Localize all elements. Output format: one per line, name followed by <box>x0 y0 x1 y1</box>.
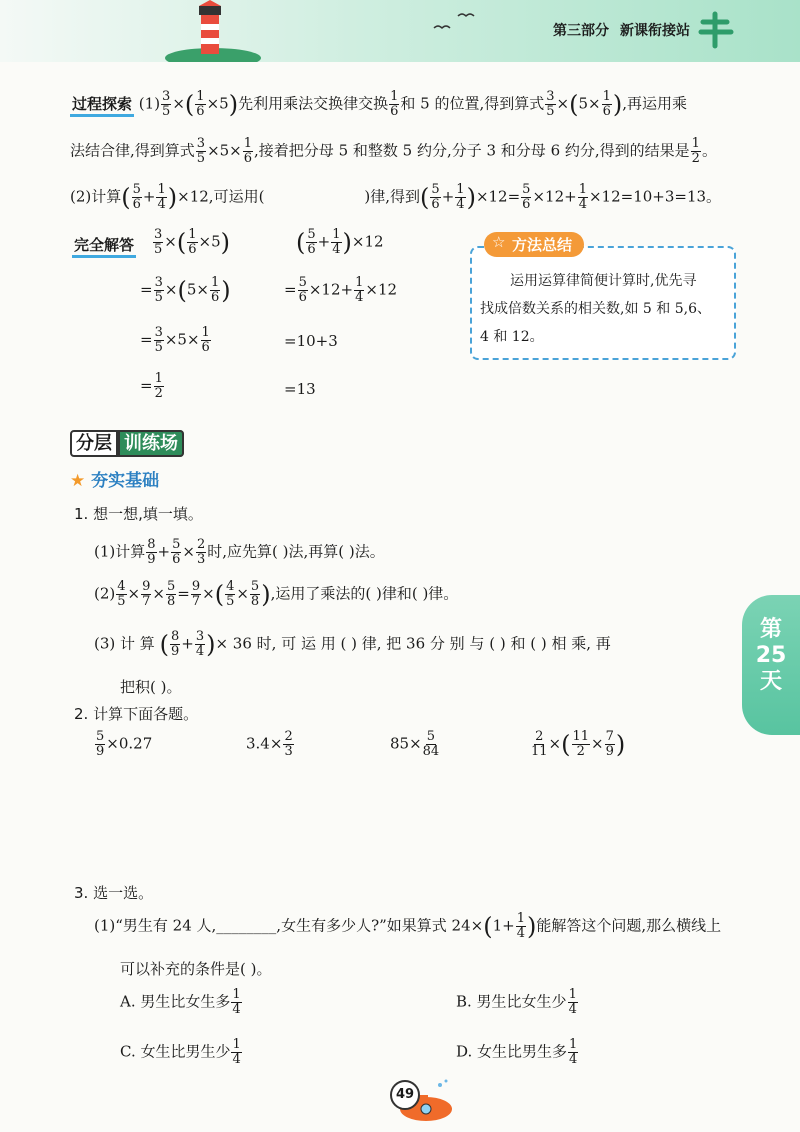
q1-s3-b: × 36 时, 可 运 用 ( ) 律, 把 36 分 别 与 ( ) 和 ( ) 相 乘, 再 <box>215 634 611 653</box>
q1-s2-b: ,运用了乘法的( )律和( )律。 <box>270 584 459 603</box>
solution-right-2: = $\frac{5}{6}$ ×12+ $\frac{1}{4}$ ×12 <box>284 275 398 305</box>
q3-opt-d: D. 女生比男生多 $\frac{1}{4}$ <box>456 1037 578 1067</box>
q1-s3: (3) 计 算 ( $\frac{8}{9}$ + $\frac{3}{4}$ )× 36 时, 可 运 用 ( ) 律, 把 36 分 别 与 ( ) 和 ( ) 相 乘, 再 <box>94 629 611 659</box>
side-tab-char-1: 第 <box>759 617 782 642</box>
q1-s1: (1)计算 $\frac{8}{9}$ + $\frac{5}{6}$ × $\frac{2}{3}$ 时,应先算( )法,再算( )法。 <box>94 537 385 567</box>
q3-s1-a: (1)“男生有 24 人,________,女生有多少人?”如果算式 24× <box>94 916 484 935</box>
q3-s1: (1)“男生有 24 人,________,女生有多少人?”如果算式 24×(1+ $\frac{1}{4}$ )能解答这个问题,那么横线上 <box>94 911 722 941</box>
explore-p1-d: ,再运用乘 <box>622 94 688 113</box>
solution-right-1: ( $\frac{5}{6}$ + $\frac{1}{4}$ )×12 <box>296 227 384 257</box>
solution-tag: 完全解答 <box>72 234 136 258</box>
header-station: 新课衔接站 <box>620 23 690 39</box>
q2-item-4: $\frac{2}{11}$ ×( $\frac{11}{2}$ × $\frac{7}{9}$ ) <box>531 729 626 759</box>
sol-left-op-4: = <box>140 376 153 395</box>
explore-p1-c: 和 5 的位置,得到算式 <box>400 94 545 113</box>
q3-title: 3. 选一选。 <box>74 884 154 902</box>
star-icon: ☆ <box>492 233 506 251</box>
page-number-badge <box>390 1080 420 1110</box>
q1-s3-c: 把积( )。 <box>120 678 182 696</box>
q1-s1-b: 时,应先算( )法,再算( )法。 <box>207 542 385 561</box>
q3-opt-c-text: C. 女生比男生少 <box>120 1042 231 1061</box>
q3-opt-a-text: A. 男生比女生多 <box>120 992 231 1011</box>
q2-item-1: $\frac{5}{9}$ ×0.27 <box>96 729 153 759</box>
solution-right-3: =10+3 <box>284 332 338 350</box>
header-deco-icon <box>697 10 737 50</box>
explore-p1-f: ,接着把分母 5 和整数 5 约分,分子 3 和分母 6 约分,得到的结果是 <box>254 141 690 160</box>
explore-p2-c: )律,得到 <box>364 187 421 206</box>
q1-s2-a: (2) <box>94 584 116 603</box>
q2-item-2-text: 3.4× <box>246 734 283 753</box>
explore-p2-a: (2)计算 <box>70 187 122 206</box>
sol-right-1: ×12 <box>351 232 384 251</box>
q1-s3-a: (3) 计 算 <box>94 634 155 653</box>
sol-right-2: = <box>284 280 297 299</box>
method-line-2: 找成倍数关系的相关数,如 5 和 5,6、 <box>480 301 711 317</box>
q3-opt-c: C. 女生比男生少 $\frac{1}{4}$ <box>120 1037 241 1067</box>
q2-item-2: 3.4× $\frac{2}{3}$ <box>246 729 293 759</box>
q3-s1-b: 能解答这个问题,那么横线上 <box>536 916 722 935</box>
side-tab-char-3: 天 <box>759 669 782 694</box>
q3-opt-d-text: D. 女生比男生多 <box>456 1042 568 1061</box>
training-title-a: 分层 <box>70 430 118 457</box>
q1-s1-a: (1)计算 <box>94 542 146 561</box>
method-line-3: 4 和 12。 <box>480 329 544 345</box>
solution-left-1: $\frac{3}{5}$ ×( $\frac{1}{6}$ ×5) <box>154 227 231 257</box>
explore-p2-b: ×12,可运用( <box>177 187 265 206</box>
method-line-1: 运用运算律简便计算时,优先寻 <box>510 273 697 289</box>
explore-line-3: (2)计算( $\frac{5}{6}$ + $\frac{1}{4}$ )×12,可运用( )律,得到( $\frac{5}{6}$ + $\frac{1}{4}$ )×12= $\frac{5}{6}$ ×12+ $\frac{1}{4}$ ×12=10+3=13。 <box>70 182 722 212</box>
day-side-tab <box>742 595 800 735</box>
star-icon: ★ <box>70 471 86 491</box>
solution-right-4: =13 <box>284 380 316 398</box>
page-number: 49 <box>395 1087 415 1102</box>
explore-line-2: 法结合律,得到算式 $\frac{3}{5}$ ×5× $\frac{1}{6}$ ,接着把分母 5 和整数 5 约分,分子 3 和分母 6 约分,得到的结果是 $\frac{1}{2}$ 。 <box>70 136 717 166</box>
explore-p2-d: ×12= <box>475 187 521 206</box>
explore-tag: 过程探索 <box>70 93 134 117</box>
explore-p1-a: (1) <box>138 94 161 113</box>
solution-left-4: = $\frac{1}{2}$ <box>140 371 163 401</box>
method-title-text: 方法总结 <box>512 236 573 254</box>
page-header <box>0 0 800 62</box>
explore-p1-b: 先利用乘法交换律交换 <box>238 94 389 113</box>
solution-left-3: = $\frac{3}{5}$ ×5× $\frac{1}{6}$ <box>140 325 210 355</box>
solution-left-2: = $\frac{3}{5}$ ×(5× $\frac{1}{6}$ ) <box>140 275 231 305</box>
explore-p1-e: 法结合律,得到算式 <box>70 141 195 160</box>
explore-line-1: 过程探索 (1) $\frac{3}{5}$ ×( $\frac{1}{6}$ ×5)先利用乘法交换律交换 $\frac{1}{6}$ 和 5 的位置,得到算式 $\frac{3}{5}$ ×(5× $\frac{1}{6}$ ),再运用乘 <box>72 89 688 119</box>
training-sub <box>70 466 159 491</box>
training-sub-text: 夯实基础 <box>91 471 160 491</box>
explore-p2-e: =10+3=13。 <box>620 187 722 206</box>
training-title <box>70 429 184 455</box>
q1-title: 1. 想一想,填一填。 <box>74 505 203 523</box>
q1-s2: (2) $\frac{4}{5}$ × $\frac{9}{7}$ × $\frac{5}{8}$ = $\frac{9}{7}$ ×( $\frac{4}{5}$ × $\frac{5}{8}$ ),运用了乘法的( )律和( )律。 <box>94 579 459 609</box>
sol-left-op-3: = <box>140 330 153 349</box>
training-title-b: 训练场 <box>118 430 184 457</box>
q2-item-3: 85× $\frac{5}{84}$ <box>390 729 440 759</box>
sol-left-op-2: = <box>140 280 153 299</box>
side-tab-day: 25 <box>755 643 787 668</box>
q3-opt-b-text: B. 男生比女生少 <box>456 992 567 1011</box>
lighthouse-icon <box>165 0 275 62</box>
header-section: 第三部分 <box>553 23 609 39</box>
q2-item-3-text: 85× <box>390 734 422 753</box>
q3-opt-a: A. 男生比女生多 $\frac{1}{4}$ <box>120 987 241 1017</box>
method-title <box>484 232 584 257</box>
birds-icon <box>432 10 482 40</box>
q3-opt-b: B. 男生比女生少 $\frac{1}{4}$ <box>456 987 577 1017</box>
q3-s1-c: 可以补充的条件是( )。 <box>120 960 272 978</box>
q2-item-4-text: × <box>548 734 562 753</box>
q2-title: 2. 计算下面各题。 <box>74 705 199 723</box>
sol-left-op-1: × <box>164 232 177 251</box>
q2-item-1-text: ×0.27 <box>106 734 153 753</box>
